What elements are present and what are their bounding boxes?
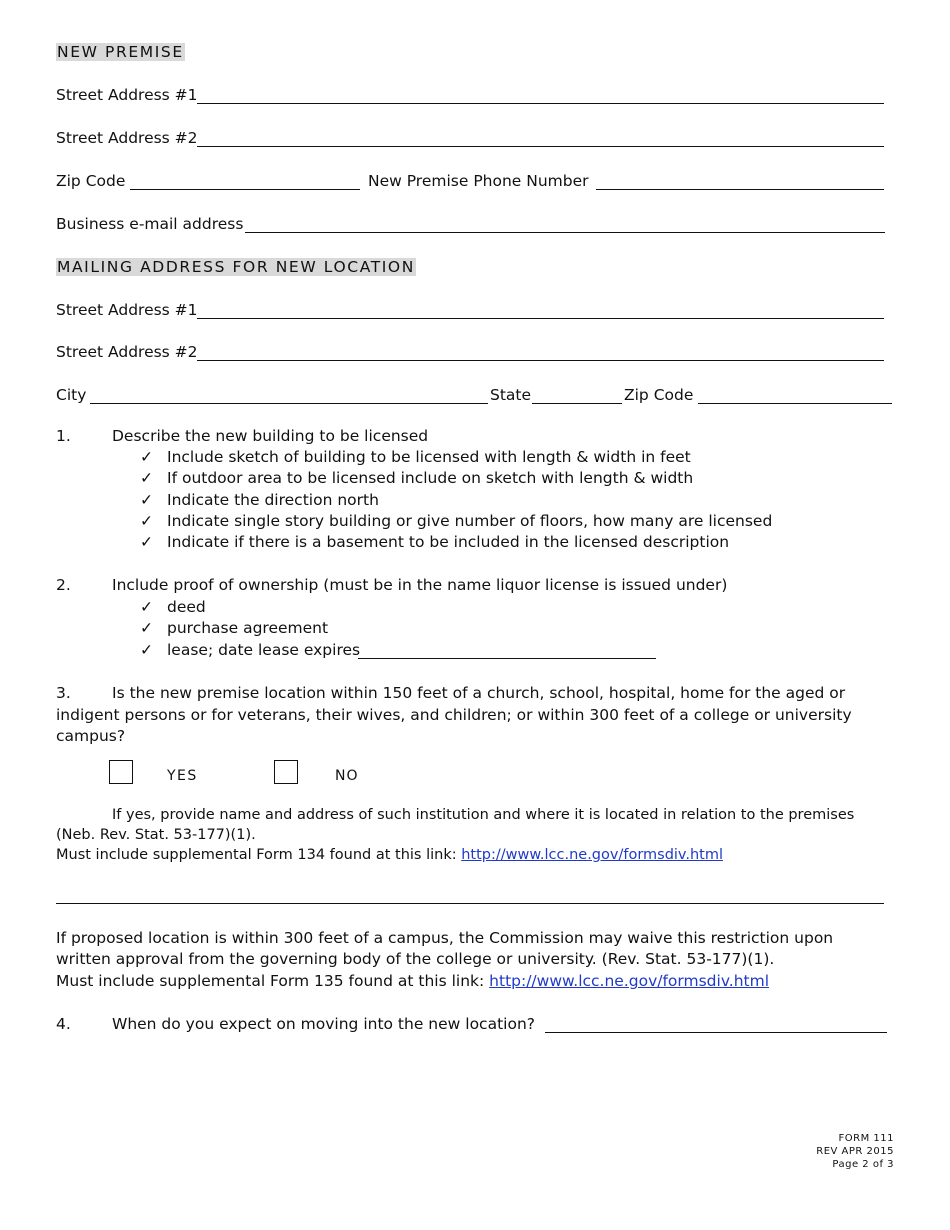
footer-page: Page 2 of 3 [832, 1159, 894, 1170]
q2-bullet-lease: lease; date lease expires [167, 641, 361, 659]
q1-bullet-1: Include sketch of building to be licensed with length & width in feet [167, 448, 691, 466]
mailing-street1-field[interactable] [197, 318, 884, 319]
q3-ifyes-line1: If yes, provide name and address of such institution and where it is located in relation to the premises [112, 807, 855, 823]
check-icon: ✓ [140, 598, 153, 616]
mailing-zip-label: Zip Code [624, 386, 694, 404]
q2-number: 2. [56, 576, 71, 594]
q1-bullet-4: Indicate single story building or give number of floors, how many are licensed [167, 512, 773, 530]
check-icon: ✓ [140, 619, 153, 637]
yes-label: YES [167, 768, 198, 784]
institution-details-field[interactable] [56, 903, 884, 904]
new-premise-email-field[interactable] [245, 232, 885, 233]
q1-number: 1. [56, 427, 71, 445]
check-icon: ✓ [140, 448, 153, 466]
check-icon: ✓ [140, 512, 153, 530]
move-in-date-field[interactable] [545, 1032, 887, 1033]
check-icon: ✓ [140, 641, 153, 659]
q3-line3: campus? [56, 727, 126, 745]
no-checkbox[interactable] [274, 760, 298, 784]
form134-link[interactable]: http://www.lcc.ne.gov/formsdiv.html [461, 847, 724, 863]
mailing-street1-label: Street Address #1 [56, 301, 198, 319]
q1-bullet-5: Indicate if there is a basement to be included in the licensed description [167, 533, 730, 551]
mailing-state-field[interactable] [532, 403, 622, 404]
new-premise-street1-label: Street Address #1 [56, 86, 198, 104]
new-premise-street1-field[interactable] [197, 103, 884, 104]
q4-number: 4. [56, 1015, 71, 1033]
q3-supp134-text: Must include supplemental Form 134 found at this link: [56, 847, 457, 863]
q1-bullet-3: Indicate the direction north [167, 491, 379, 509]
q1-bullet-2: If outdoor area to be licensed include on sketch with length & width [167, 469, 694, 487]
form135-link[interactable]: http://www.lcc.ne.gov/formsdiv.html [489, 972, 770, 990]
new-premise-heading: NEW PREMISE [57, 43, 184, 61]
new-premise-zip-label: Zip Code [56, 172, 126, 190]
new-premise-email-label: Business e-mail address [56, 215, 244, 233]
footer-rev: REV APR 2015 [816, 1146, 894, 1157]
waiver-line2: written approval from the governing body of the college or university. (Rev. Stat. 53-177)(1). [56, 950, 775, 968]
check-icon: ✓ [140, 491, 153, 509]
waiver-supp135-text: Must include supplemental Form 135 found at this link: [56, 972, 485, 990]
no-label: NO [335, 768, 359, 784]
q3-ifyes-line2: (Neb. Rev. Stat. 53-177)(1). [56, 827, 256, 843]
check-icon: ✓ [140, 469, 153, 487]
new-premise-street2-field[interactable] [197, 146, 884, 147]
mailing-zip-field[interactable] [698, 403, 892, 404]
q3-number: 3. [56, 684, 71, 702]
new-premise-street2-label: Street Address #2 [56, 129, 198, 147]
new-premise-phone-field[interactable] [596, 189, 884, 190]
q3-line2: indigent persons or for veterans, their wives, and children; or within 300 feet of a college or university [56, 706, 852, 724]
check-icon: ✓ [140, 533, 153, 551]
waiver-line1: If proposed location is within 300 feet of a campus, the Commission may waive this restriction upon [56, 929, 834, 947]
mailing-street2-label: Street Address #2 [56, 343, 198, 361]
lease-expiry-field[interactable] [358, 658, 656, 659]
mailing-heading: MAILING ADDRESS FOR NEW LOCATION [57, 258, 415, 276]
q4-text: When do you expect on moving into the new location? [112, 1015, 535, 1033]
new-premise-zip-field[interactable] [130, 189, 360, 190]
q3-line1: Is the new premise location within 150 feet of a church, school, hospital, home for the aged or [112, 684, 846, 702]
mailing-city-label: City [56, 386, 87, 404]
q1-text: Describe the new building to be licensed [112, 427, 429, 445]
yes-checkbox[interactable] [109, 760, 133, 784]
mailing-city-field[interactable] [90, 403, 488, 404]
mailing-street2-field[interactable] [197, 360, 884, 361]
mailing-state-label: State [490, 386, 532, 404]
footer-form: FORM 111 [838, 1133, 894, 1144]
q2-bullet-deed: deed [167, 598, 206, 616]
q2-bullet-purchase: purchase agreement [167, 619, 329, 637]
q2-text: Include proof of ownership (must be in the name liquor license is issued under) [112, 576, 728, 594]
new-premise-phone-label: New Premise Phone Number [368, 172, 589, 190]
